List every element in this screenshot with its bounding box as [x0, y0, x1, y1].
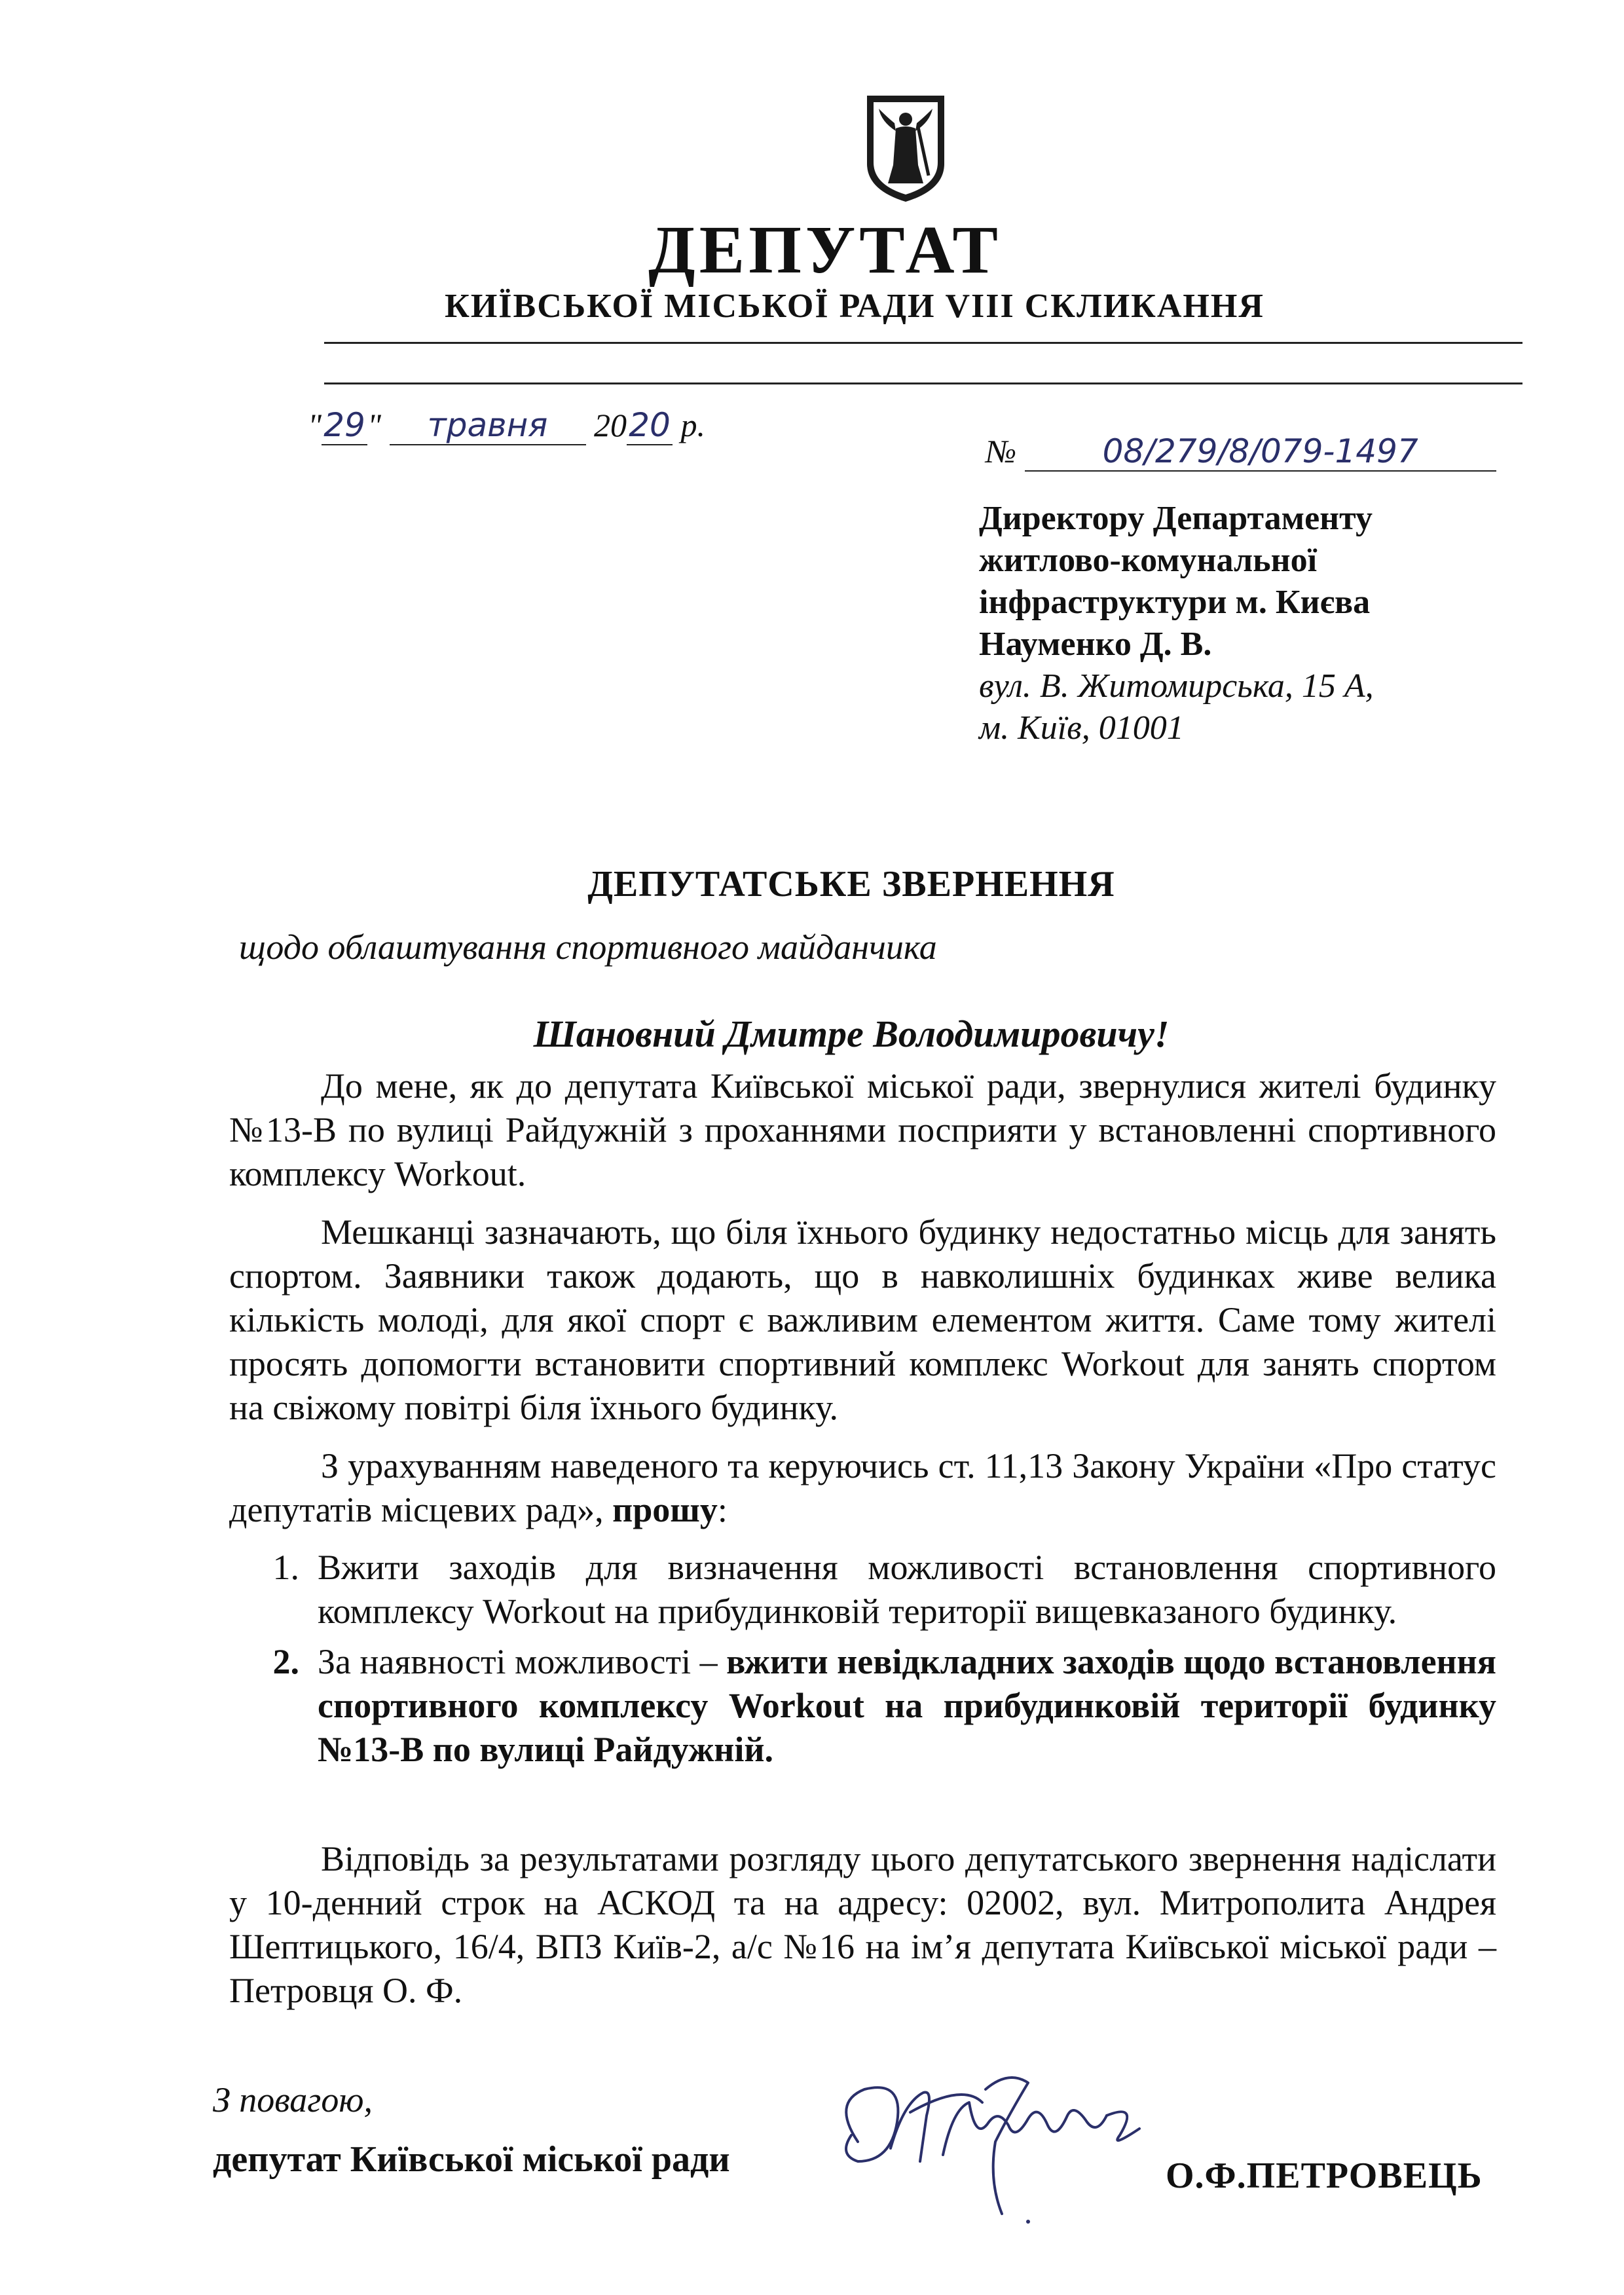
recipient-line-3: інфраструктури м. Києва [979, 584, 1371, 621]
letterhead-title: ДЕПУТАТ [648, 212, 1002, 288]
salutation: Шановний Дмитре Володимировичу! [533, 1013, 1170, 1055]
kyiv-coat-of-arms-icon [863, 92, 948, 204]
letterhead-rule-second [324, 382, 1522, 384]
recipient-address-city: м. Київ, 01001 [979, 709, 1184, 747]
recipient-line-2: житлово-комунальної [979, 542, 1318, 579]
date-month: травня [390, 406, 586, 445]
recipient-address-street: вул. В. Житомирська, 15 А, [979, 667, 1374, 705]
list-item-text-bold: вжити невідкладних заходів щодо встановлення спортивного комплексу Workout на прибудинковій території будинку №13-В по вулиці Райдужній. [318, 1642, 1496, 1769]
letterhead-rule [324, 342, 1522, 344]
recipient-name: Науменко Д. В. [979, 625, 1212, 663]
body-paragraph-3-text: З урахуванням наведеного та керуючись ст. 11,13 Закону України «Про статус депутатів місцевих рад», [229, 1446, 1496, 1529]
recipient-block [979, 498, 1374, 749]
closing-phrase: З повагою, [213, 2080, 373, 2119]
registration-value: 08/279/8/079-1497 [1025, 432, 1496, 472]
list-item [229, 1546, 1496, 1633]
body-paragraph-3-request: прошу [612, 1490, 718, 1529]
list-item-text-plain: За наявності можливості – [318, 1642, 727, 1681]
list-item-number: 1. [272, 1548, 299, 1587]
date-year-mark: р. [680, 407, 705, 443]
body-paragraph-3-end: : [717, 1490, 728, 1529]
body-paragraph-4: Відповідь за результатами розгляду цього депутатського звернення надіслати у 10-денний строк на АСКОД та на адресу: 02002, вул. Митрополита Андрея Шептицького, 16/4, ВПЗ Київ-2, а/с №16 на ім’я депутата Київської міської ради – Петровця О. Ф. [229, 1839, 1496, 2010]
body-paragraph-2: Мешканці зазначають, що біля їхнього будинку недостатньо місць для занять спортом. Заявники також додають, що в навколишніх будинках живе велика кількість молоді, для якої спорт є важливим елементом життя. Саме тому жителі просять допомогти встановити спортивний комплекс Workout для занять спортом на свіжому повітрі біля їхнього будинку. [229, 1212, 1496, 1427]
registration-number [986, 432, 1496, 472]
recipient-line-1: Директору Департаменту [979, 500, 1373, 537]
signatory-role: депутат Київської міської ради [213, 2139, 730, 2180]
date-line [308, 406, 705, 445]
date-open-quote: " [308, 407, 322, 443]
date-close-quote: " [367, 407, 381, 443]
list-item-number: 2. [272, 1642, 299, 1681]
request-list [229, 1546, 1496, 1778]
letterhead-subtitle: КИЇВСЬКОЇ МІСЬКОЇ РАДИ VIII СКЛИКАННЯ [445, 288, 1264, 325]
document-subject: щодо облаштування спортивного майданчика [239, 927, 937, 967]
list-item-text [318, 1640, 1496, 1772]
signatory-name: О.Ф.ПЕТРОВЕЦЬ [1166, 2155, 1483, 2196]
date-year-suffix: 20 [627, 406, 673, 445]
list-item-text: Вжити заходів для визначення можливості встановлення спортивного комплексу Workout на прибудинковій території вищевказаного будинку. [318, 1548, 1496, 1631]
handwritten-signature [812, 2063, 1179, 2233]
body-paragraph-1: До мене, як до депутата Київської міської ради, звернулися жителі будинку №13-В по вулиці Райдужній з проханнями посприяти у встановленні спортивного комплексу Workout. [229, 1066, 1496, 1193]
registration-label: № [986, 433, 1017, 470]
document-title: ДЕПУТАТСЬКЕ ЗВЕРНЕННЯ [587, 864, 1115, 905]
body-paragraph-3 [229, 1444, 1496, 1532]
list-item [229, 1640, 1496, 1772]
date-year-prefix: 20 [594, 407, 627, 443]
date-day: 29 [322, 406, 367, 445]
